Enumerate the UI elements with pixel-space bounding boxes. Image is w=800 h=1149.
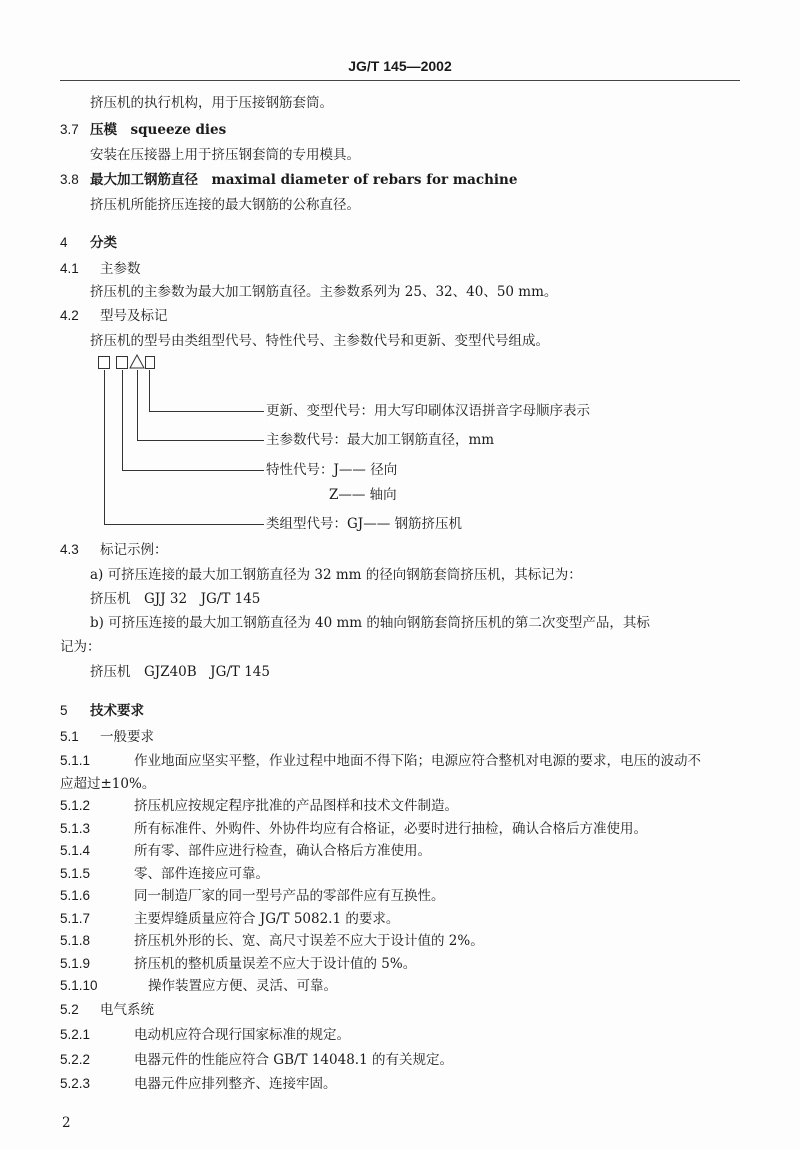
clause-text: 同一制造厂家的同一型号产品的零部件应有互换性。 <box>134 888 445 904</box>
clause-text: 操作装置应方便、灵活、可靠。 <box>148 978 337 994</box>
clause-number: 4.3 <box>60 542 79 557</box>
clause-number: 3.7 <box>60 122 79 137</box>
clause-number: 5.1.7 <box>60 910 91 926</box>
clause-text: 应超过±10%。 <box>60 775 156 792</box>
paragraph: 挤压机的主参数为最大加工钢筋直径。主参数系列为 25、32、40、50 mm。 <box>90 284 558 300</box>
clause-text: 电动机应符合现行国家标准的规定。 <box>134 1027 350 1043</box>
clause-text: 主要焊缝质量应符合 JG/T 5082.1 的要求。 <box>134 910 400 927</box>
connector-line <box>122 470 264 471</box>
clause-title: 最大加工钢筋直径 maximal diameter of rebars for machine <box>90 172 518 188</box>
paragraph: a) 可挤压连接的最大加工钢筋直径为 32 mm 的径向钢筋套筒挤压机，其标记为： <box>90 567 582 583</box>
page-header: JG/T 145—2002 <box>348 58 452 74</box>
section-number: 5 <box>60 703 68 718</box>
clause-number: 3.8 <box>60 172 79 187</box>
connector-line <box>104 370 105 525</box>
clause-title: 一般要求 <box>100 729 154 745</box>
box-symbol <box>145 356 155 369</box>
clause-number: 4.1 <box>60 261 79 276</box>
connector-line <box>149 370 150 412</box>
clause-text: 挤压机的整机质量误差不应大于设计值的 5%。 <box>134 955 417 972</box>
paragraph: 安装在压接器上用于挤压钢套筒的专用模具。 <box>90 147 360 163</box>
section-title: 分类 <box>90 235 117 251</box>
triangle-symbol <box>129 354 145 369</box>
clause-number: 5.1.9 <box>60 955 91 971</box>
clause-title: 压模 squeeze dies <box>90 122 227 138</box>
clause-text: 挤压机外形的长、宽、高尺寸误差不应大于设计值的 2%。 <box>134 933 484 949</box>
clause-number: 5.1.2 <box>60 798 91 813</box>
clause-number: 5.1.4 <box>60 843 91 858</box>
clause-text: 电器元件的性能应符合 GB/T 14048.1 的有关规定。 <box>134 1051 453 1068</box>
clause-number: 5.2.2 <box>60 1051 91 1067</box>
clause-text: 零、部件连接应可靠。 <box>134 865 269 882</box>
connector-line <box>104 524 264 525</box>
clause-number: 5.1.3 <box>60 820 91 836</box>
paragraph: b) 可挤压连接的最大加工钢筋直径为 40 mm 的轴向钢筋套筒挤压机的第二次变型产品，其标 <box>90 615 650 631</box>
clause-number: 5.2.3 <box>60 1076 91 1091</box>
diagram-label: 主参数代号：最大加工钢筋直径，mm <box>266 432 495 448</box>
clause-title: 主参数 <box>100 261 141 277</box>
section-number: 4 <box>60 235 68 250</box>
clause-number: 5.2.1 <box>60 1027 91 1042</box>
clause-title: 电气系统 <box>100 1002 154 1018</box>
clause-title: 型号及标记 <box>100 308 168 324</box>
diagram-label: 特性代号：J—— 径向 <box>266 462 398 478</box>
paragraph: 挤压机的型号由类组型代号、特性代号、主参数代号和更新、变型代号组成。 <box>90 333 549 349</box>
diagram-label: 更新、变型代号：用大写印刷体汉语拼音字母顺序表示 <box>266 403 590 419</box>
diagram-label: 类组型代号：GJ—— 钢筋挤压机 <box>266 516 462 532</box>
clause-number: 5.1.1 <box>60 753 91 768</box>
clause-number: 5.2 <box>60 1002 79 1017</box>
box-symbol <box>116 356 128 369</box>
page-number: 2 <box>62 1115 71 1131</box>
paragraph: 记为： <box>60 639 101 655</box>
header-rule <box>60 80 740 81</box>
connector-line <box>122 370 123 471</box>
section-title: 技术要求 <box>90 703 144 719</box>
diagram-label: Z—— 轴向 <box>329 487 397 503</box>
clause-text: 电器元件应排列整齐、连接牢固。 <box>134 1076 337 1092</box>
clause-number: 5.1.10 <box>60 978 98 993</box>
clause-text: 挤压机应按规定程序批准的产品图样和技术文件制造。 <box>134 798 458 814</box>
clause-number: 4.2 <box>60 308 79 323</box>
clause-text: 所有零、部件应进行检查，确认合格后方准使用。 <box>134 843 431 859</box>
clause-text: 所有标准件、外购件、外协件均应有合格证，必要时进行抽检，确认合格后方准使用。 <box>134 820 647 837</box>
paragraph: 挤压机所能挤压连接的最大钢筋的公称直径。 <box>90 197 360 213</box>
paragraph: 挤压机 GJJ 32 JG/T 145 <box>90 591 261 607</box>
connector-line <box>137 440 264 441</box>
clause-number: 5.1.6 <box>60 888 91 903</box>
clause-number: 5.1.8 <box>60 933 91 948</box>
clause-text: 作业地面应坚实平整，作业过程中地面不得下陷；电源应符合整机对电源的要求，电压的波动不 <box>134 753 701 769</box>
paragraph: 挤压机的执行机构，用于压接钢筋套筒。 <box>90 95 333 111</box>
connector-line <box>137 370 138 441</box>
clause-number: 5.1 <box>60 729 79 744</box>
connector-line <box>149 411 264 412</box>
clause-number: 5.1.5 <box>60 865 91 881</box>
paragraph: 挤压机 GJZ40B JG/T 145 <box>90 664 270 680</box>
clause-title: 标记示例： <box>100 542 168 558</box>
box-symbol <box>98 356 110 369</box>
